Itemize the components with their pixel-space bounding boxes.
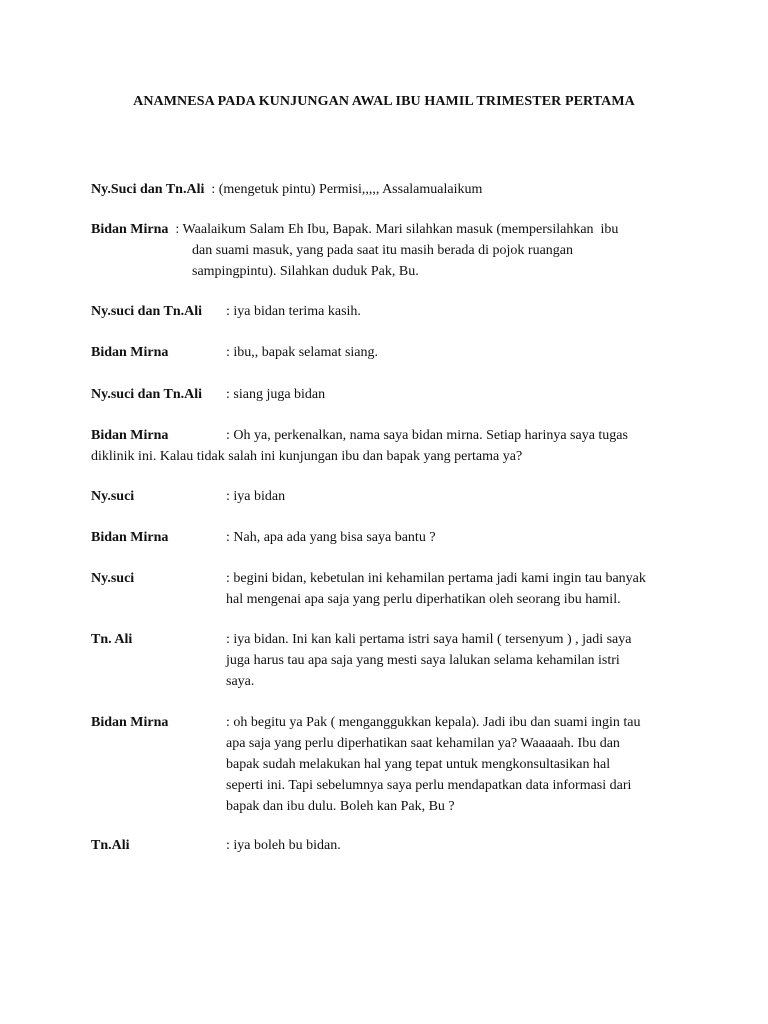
- speaker-name: Ny.suci: [91, 489, 135, 504]
- dialogue-text: sampingpintu). Silahkan duduk Pak, Bu.: [192, 264, 419, 279]
- dialogue-text: bapak dan ibu dulu. Boleh kan Pak, Bu ?: [226, 799, 455, 814]
- dialogue-response: [226, 384, 325, 405]
- dialogue-text: juga harus tau apa saja yang mesti saya lalukan selama kehamilan istri: [226, 653, 620, 668]
- dialogue-response: [226, 835, 341, 856]
- dialogue-turn: [91, 219, 618, 240]
- dialogue-turn: [91, 179, 482, 200]
- dialogue-turn: [91, 835, 130, 856]
- dialogue-continuation: [192, 240, 573, 282]
- speaker-name: Bidan Mirna: [91, 530, 169, 545]
- dialogue-text: : ibu,, bapak selamat siang.: [226, 345, 379, 360]
- dialogue-text: seperti ini. Tapi sebelumnya saya perlu mendapatkan data informasi dari: [226, 778, 632, 793]
- speaker-name: Bidan Mirna: [91, 715, 169, 730]
- dialogue-text: saya.: [226, 674, 255, 689]
- dialogue-turn: [91, 568, 134, 589]
- dialogue-text: bapak sudah melakukan hal yang tepat untuk mengkonsultasikan hal: [226, 757, 611, 772]
- speaker-name: Bidan Mirna: [91, 345, 169, 360]
- dialogue-text: : iya bidan: [226, 489, 286, 504]
- dialogue-response: [226, 486, 285, 507]
- dialogue-turn: [91, 486, 134, 507]
- dialogue-turn: [91, 712, 168, 733]
- dialogue-text: diklinik ini. Kalau tidak salah ini kunjungan ibu dan bapak yang pertama ya?: [91, 449, 523, 464]
- dialogue-continuation: [91, 446, 522, 467]
- dialogue-text: apa saja yang perlu diperhatikan saat kehamilan ya? Waaaaah. Ibu dan: [226, 736, 620, 751]
- dialogue-turn: [91, 425, 168, 446]
- dialogue-turn: [91, 384, 202, 405]
- dialogue-text: : iya bidan terima kasih.: [226, 304, 361, 319]
- dialogue-text: : Oh ya, perkenalkan, nama saya bidan mirna. Setiap harinya saya tugas: [226, 428, 628, 443]
- dialogue-text: dan suami masuk, yang pada saat itu masih berada di pojok ruangan: [192, 243, 574, 258]
- dialogue-turn: [91, 342, 168, 363]
- dialogue-text: : iya boleh bu bidan.: [226, 838, 341, 853]
- dialogue-text: : (mengetuk pintu) Permisi,,,,, Assalamualaikum: [204, 182, 483, 197]
- dialogue-response: [226, 425, 628, 446]
- dialogue-text: : Nah, apa ada yang bisa saya bantu ?: [226, 530, 436, 545]
- document-title: ANAMNESA PADA KUNJUNGAN AWAL IBU HAMIL TRIMESTER PERTAMA: [133, 94, 635, 109]
- speaker-name: Ny.Suci dan Tn.Ali: [91, 182, 205, 197]
- speaker-name: Ny.suci dan Tn.Ali: [91, 387, 203, 402]
- speaker-name: Ny.suci dan Tn.Ali: [91, 304, 203, 319]
- dialogue-response: [226, 342, 378, 363]
- dialogue-text: : oh begitu ya Pak ( menganggukkan kepala). Jadi ibu dan suami ingin tau: [226, 715, 641, 730]
- dialogue-response: [226, 527, 436, 548]
- dialogue-text: : begini bidan, kebetulan ini kehamilan pertama jadi kami ingin tau banyak: [226, 571, 646, 586]
- dialogue-text: : Waalaikum Salam Eh Ibu, Bapak. Mari silahkan masuk (mempersilahkan ibu: [168, 222, 619, 237]
- dialogue-response: [226, 629, 632, 692]
- speaker-name: Tn.Ali: [91, 838, 130, 853]
- dialogue-turn: [91, 527, 168, 548]
- dialogue-response: [226, 301, 361, 322]
- dialogue-turn: [91, 629, 132, 650]
- dialogue-response: [226, 712, 640, 817]
- speaker-name: Tn. Ali: [91, 632, 133, 647]
- dialogue-response: [226, 568, 646, 610]
- speaker-name: Ny.suci: [91, 571, 135, 586]
- speaker-name: Bidan Mirna: [91, 428, 169, 443]
- speaker-name: Bidan Mirna: [91, 222, 169, 237]
- dialogue-turn: [91, 301, 202, 322]
- dialogue-text: : siang juga bidan: [226, 387, 326, 402]
- dialogue-text: : iya bidan. Ini kan kali pertama istri saya hamil ( tersenyum ) , jadi saya: [226, 632, 632, 647]
- dialogue-text: hal mengenai apa saja yang perlu diperhatikan oleh seorang ibu hamil.: [226, 592, 621, 607]
